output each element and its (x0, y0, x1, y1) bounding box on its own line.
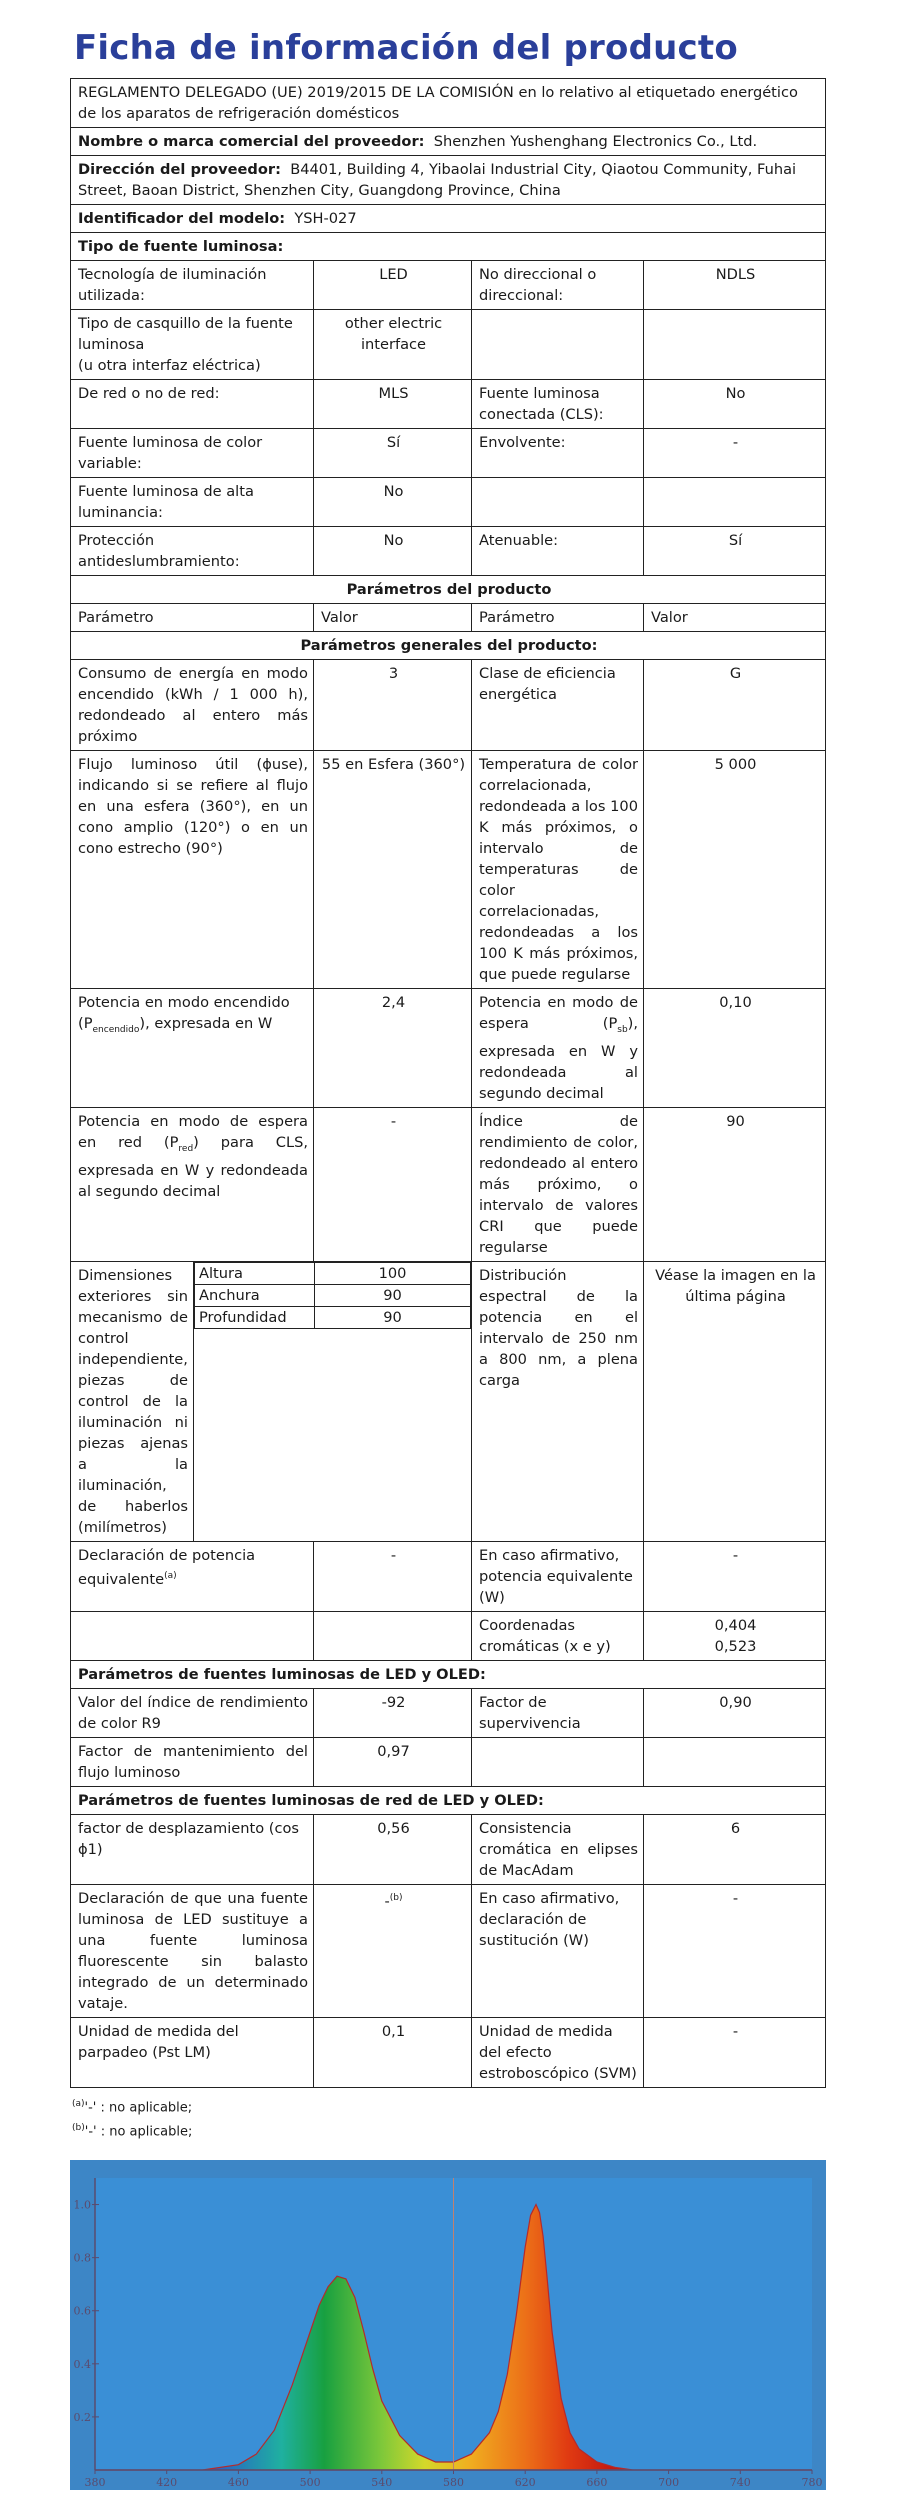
y-tick-label: 0.2 (73, 2410, 91, 2424)
label-subscript: encendido (92, 1024, 140, 1035)
dimension-value: 90 (315, 1306, 471, 1328)
param-label (472, 478, 644, 527)
param-label: Consistencia cromática en elipses de MacAdam (472, 1814, 644, 1884)
param-label: Atenuable: (472, 527, 644, 576)
footnote-text: '-' : no aplicable; (84, 2100, 193, 2116)
param-label: Valor del índice de rendimiento de color R9 (71, 1688, 314, 1737)
dimension-name: Profundidad (195, 1306, 315, 1328)
param-label: Fuente luminosa de alta luminancia: (71, 478, 314, 527)
address-label: Dirección del proveedor: (78, 161, 281, 178)
label-part: Potencia en modo encendido (P (78, 994, 290, 1032)
param-value (644, 478, 826, 527)
label-part: ), expresada en W (139, 1015, 273, 1032)
param-value: Sí (314, 429, 472, 478)
param-value: other electric interface (314, 310, 472, 380)
param-label (71, 1107, 314, 1261)
column-header-param: Parámetro (472, 604, 644, 632)
regulation-text: REGLAMENTO DELEGADO (UE) 2019/2015 DE LA COMISIÓN en lo relativo al etiquetado energético de los aparatos de refrigeración domésticos (71, 79, 826, 128)
table-row (71, 989, 826, 1108)
param-value: 0,56 (314, 1814, 472, 1884)
table-row (71, 261, 826, 310)
footnote-mark: (a) (72, 2098, 85, 2109)
param-label: Índice de rendimiento de color, redondeado al entero más próximo, o intervalo de valores CRI que puede regularse (472, 1107, 644, 1261)
table-row (71, 478, 826, 527)
param-value: 0,10 (644, 989, 826, 1108)
dimension-value: 90 (315, 1284, 471, 1306)
param-value: 0,90 (644, 1688, 826, 1737)
dimension-row (195, 1262, 471, 1284)
dimensions-table (194, 1262, 471, 1329)
param-value: LED (314, 261, 472, 310)
table-row (71, 1107, 826, 1261)
table-row (71, 429, 826, 478)
table-row (71, 751, 826, 989)
footnotes (72, 2094, 825, 2143)
param-value: - (644, 1884, 826, 2017)
dimension-row (195, 1284, 471, 1306)
page-title: Ficha de información del producto (74, 28, 738, 68)
param-label: Flujo luminoso útil (ɸuse), indicando si se refiere al flujo en una esfera (360°), en un cono amplio (120°) o en un cono estrecho (90°) (71, 751, 314, 989)
table-row (71, 1737, 826, 1786)
table-row (71, 1541, 826, 1611)
led-params-heading: Parámetros de fuentes luminosas de LED y OLED: (71, 1660, 826, 1688)
y-tick-label: 0.8 (73, 2251, 91, 2265)
param-label: Fuente luminosa conectada (CLS): (472, 380, 644, 429)
param-label: En caso afirmativo, potencia equivalente (W) (472, 1541, 644, 1611)
table-row (71, 660, 826, 751)
table-row (71, 1814, 826, 1884)
param-value: 6 (644, 1814, 826, 1884)
product-params-heading: Parámetros del producto (71, 576, 826, 604)
empty-cell (472, 1737, 644, 1786)
param-label: Factor de supervivencia (472, 1688, 644, 1737)
param-label: Distribución espectral de la potencia en el intervalo de 250 nm a 800 nm, a plena carga (472, 1261, 644, 1541)
x-tick-label: 460 (227, 2476, 249, 2489)
column-header-value: Valor (644, 604, 826, 632)
param-value: No (314, 527, 472, 576)
param-label: No direccional o direccional: (472, 261, 644, 310)
param-value: Véase la imagen en la última página (644, 1261, 826, 1541)
param-label: Factor de mantenimiento del flujo luminoso (71, 1737, 314, 1786)
param-label-note: (u otra interfaz eléctrica) (78, 357, 261, 374)
param-value: - (644, 429, 826, 478)
param-value: NDLS (644, 261, 826, 310)
table-row (71, 1688, 826, 1737)
param-value: 55 en Esfera (360°) (314, 751, 472, 989)
empty-cell (314, 1611, 472, 1660)
param-value: MLS (314, 380, 472, 429)
general-params-heading: Parámetros generales del producto: (71, 632, 826, 660)
param-label: Unidad de medida del efecto estroboscópico (SVM) (472, 2017, 644, 2087)
param-value: - (314, 1107, 472, 1261)
product-fiche-table (70, 78, 826, 2088)
spectral-distribution-chart (70, 2160, 826, 2490)
dimensions-cell (194, 1261, 472, 1541)
table-row (71, 1884, 826, 2017)
param-value: - (314, 1541, 472, 1611)
column-header-row (71, 604, 826, 632)
footnote (72, 2118, 825, 2142)
param-value (644, 310, 826, 380)
param-value: 2,4 (314, 989, 472, 1108)
dimension-name: Anchura (195, 1284, 315, 1306)
param-label: Declaración de que una fuente luminosa de LED sustituye a una fuente luminosa fluorescente sin balasto integrado de un determinado vataje. (71, 1884, 314, 2017)
param-label: Envolvente: (472, 429, 644, 478)
supplier-value: Shenzhen Yushenghang Electronics Co., Ltd. (433, 133, 758, 150)
dimension-value: 100 (315, 1262, 471, 1284)
param-label: factor de desplazamiento (cos ϕ1) (71, 1814, 314, 1884)
param-value (314, 1884, 472, 2017)
light-source-heading: Tipo de fuente luminosa: (71, 233, 826, 261)
value-part: - (384, 1892, 390, 1910)
param-value: -92 (314, 1688, 472, 1737)
param-value: - (644, 2017, 826, 2087)
param-label: Tecnología de iluminación utilizada: (71, 261, 314, 310)
model-row (71, 205, 826, 233)
param-value: - (644, 1541, 826, 1611)
light-source-heading-row (71, 233, 826, 261)
label-part: Potencia en modo de espera en red (P (78, 1112, 308, 1151)
chroma-x-value: 0,404 (714, 1616, 757, 1634)
column-header-value: Valor (314, 604, 472, 632)
table-row (71, 380, 826, 429)
footnote-marker: (a) (164, 1570, 177, 1581)
x-tick-label: 700 (658, 2476, 680, 2489)
label-part: ), expresada en W y redondeada al segundo decimal (479, 1015, 638, 1102)
footnote-mark: (b) (72, 2123, 85, 2134)
x-tick-label: 580 (443, 2476, 464, 2489)
footnote (72, 2094, 825, 2118)
model-value: YSH-027 (294, 210, 357, 227)
dimensions-row (71, 1261, 826, 1541)
param-value: 5 000 (644, 751, 826, 989)
x-tick-label: 660 (586, 2476, 608, 2489)
param-label: Unidad de medida del parpadeo (Pst LM) (71, 2017, 314, 2087)
regulation-row (71, 79, 826, 128)
param-label: Coordenadas cromáticas (x e y) (472, 1611, 644, 1660)
param-label: Consumo de energía en modo encendido (kWh / 1 000 h), redondeado al entero más próximo (71, 660, 314, 751)
y-tick-label: 1.0 (73, 2198, 91, 2212)
param-value: Sí (644, 527, 826, 576)
mains-params-heading: Parámetros de fuentes luminosas de red de LED y OLED: (71, 1786, 826, 1814)
param-label: De red o no de red: (71, 380, 314, 429)
param-label (71, 1541, 314, 1611)
param-label-main: Tipo de casquillo de la fuente luminosa (78, 315, 293, 353)
param-value (644, 1611, 826, 1660)
param-label: Fuente luminosa de color variable: (71, 429, 314, 478)
label-subscript: sb (617, 1024, 628, 1035)
dimension-name: Altura (195, 1262, 315, 1284)
param-value: No (314, 478, 472, 527)
param-value: 90 (644, 1107, 826, 1261)
param-value: 0,1 (314, 2017, 472, 2087)
param-label: En caso afirmativo, declaración de sustitución (W) (472, 1884, 644, 2017)
empty-cell (71, 1611, 314, 1660)
led-params-heading-row (71, 1660, 826, 1688)
param-label: Temperatura de color correlacionada, redondeada a los 100 K más próximos, o intervalo de temperaturas de color correlacionadas, redondeadas a los 100 K más próximos, que puede regularse (472, 751, 644, 989)
table-row (71, 310, 826, 380)
spectral-chart-svg (70, 2160, 826, 2490)
product-params-heading-row (71, 576, 826, 604)
chroma-y-value: 0,523 (714, 1637, 757, 1655)
x-tick-label: 540 (371, 2476, 393, 2489)
supplier-row (71, 128, 826, 156)
param-value: G (644, 660, 826, 751)
param-label (71, 989, 314, 1108)
footnote-text: '-' : no aplicable; (84, 2124, 193, 2140)
mains-params-heading-row (71, 1786, 826, 1814)
address-value: B4401, Building 4, Yibaolai Industrial City, Qiaotou Community, Fuhai Street, Baoan District, Shenzhen City, Guangdong Province, China (78, 161, 797, 199)
general-params-heading-row (71, 632, 826, 660)
x-tick-label: 620 (514, 2476, 536, 2489)
param-label: Clase de eficiencia energética (472, 660, 644, 751)
model-label: Identificador del modelo: (78, 210, 286, 227)
y-tick-label: 0.6 (73, 2304, 91, 2318)
x-tick-label: 380 (84, 2476, 106, 2489)
label-part: Potencia en modo de espera (P (479, 994, 638, 1032)
x-tick-label: 500 (299, 2476, 321, 2489)
table-row (71, 2017, 826, 2087)
param-value: 3 (314, 660, 472, 751)
x-tick-label: 740 (729, 2476, 751, 2489)
label-subscript: red (178, 1143, 194, 1154)
column-header-param: Parámetro (71, 604, 314, 632)
param-label (71, 310, 314, 380)
y-tick-label: 0.4 (73, 2357, 91, 2371)
dimensions-label: Dimensiones exteriores sin mecanismo de control independiente, piezas de control de la iluminación ni piezas ajenas a la iluminación, de haberlos (milímetros) (71, 1261, 194, 1541)
label-part: Declaración de potencia equivalente (78, 1546, 256, 1588)
param-label: Protección antideslumbramiento: (71, 527, 314, 576)
param-label (472, 310, 644, 380)
param-label (472, 989, 644, 1108)
supplier-label: Nombre o marca comercial del proveedor: (78, 133, 425, 150)
product-information-sheet (70, 26, 825, 2143)
empty-cell (644, 1737, 826, 1786)
label-part: ) para CLS, expresada en W y redondeada al segundo decimal (78, 1133, 308, 1200)
table-row (71, 527, 826, 576)
param-value: 0,97 (314, 1737, 472, 1786)
x-tick-label: 780 (801, 2476, 823, 2489)
table-row (71, 1611, 826, 1660)
param-value: No (644, 380, 826, 429)
dimension-row (195, 1306, 471, 1328)
x-tick-label: 420 (156, 2476, 178, 2489)
footnote-marker: (b) (389, 1892, 403, 1903)
address-row (71, 156, 826, 205)
